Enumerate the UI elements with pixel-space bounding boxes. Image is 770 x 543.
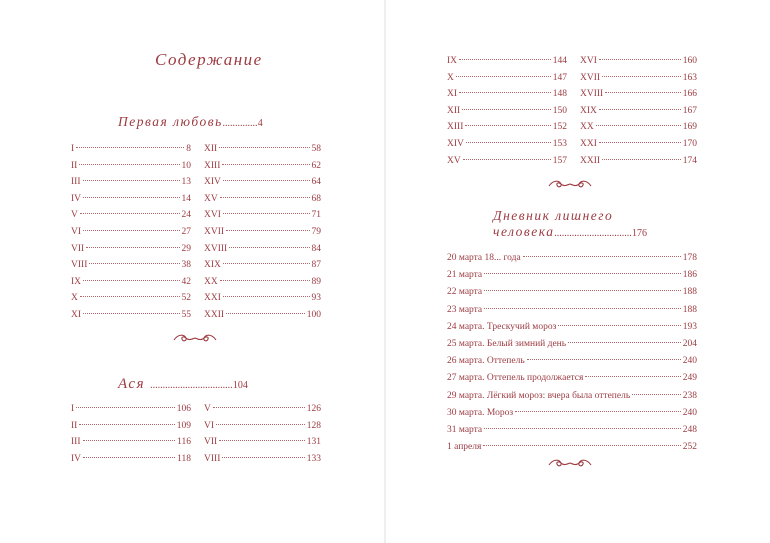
leader-dots <box>523 256 681 257</box>
entry-label: XIV <box>204 177 221 188</box>
entry-page: 38 <box>181 260 191 271</box>
leader-dots <box>76 407 175 408</box>
entry-page: 157 <box>552 155 567 166</box>
leader-dots <box>466 142 551 143</box>
toc-title: Содержание <box>155 50 263 69</box>
entry-label: X <box>71 293 78 304</box>
leader-dots <box>602 159 681 160</box>
entry-page: 188 <box>682 304 697 315</box>
entry-label: III <box>71 437 81 448</box>
leader-dots <box>83 440 176 441</box>
toc-entry[interactable] <box>447 405 697 422</box>
entry-label: III <box>71 177 81 188</box>
entry-label: VII <box>71 243 85 254</box>
asya-column-2 <box>204 401 321 467</box>
entry-label: 27 марта. Оттепель продолжается <box>447 373 584 384</box>
entry-page: 64 <box>311 177 321 188</box>
toc-entry[interactable] <box>447 370 697 387</box>
entry-page: 188 <box>682 287 697 298</box>
leader-dots <box>83 280 179 281</box>
section-asya-page: 104 <box>232 380 248 391</box>
entry-label: XI <box>71 309 82 320</box>
toc-entry[interactable] <box>204 274 321 291</box>
entry-page: 169 <box>682 122 697 133</box>
entry-page: 240 <box>682 356 697 367</box>
entry-label: IX <box>447 56 458 66</box>
entry-label: XIII <box>204 160 221 171</box>
section-diary-dots: ............................... <box>554 228 632 239</box>
entry-page: 79 <box>311 226 321 237</box>
entry-page: 10 <box>181 160 191 171</box>
leader-dots <box>76 147 184 148</box>
entry-page: 160 <box>682 56 697 66</box>
toc-entry[interactable] <box>71 290 191 307</box>
toc-entry[interactable] <box>580 70 697 87</box>
entry-label: V <box>204 404 211 414</box>
entry-label: XII <box>204 144 218 154</box>
toc-entry[interactable] <box>71 141 191 158</box>
entry-page: 71 <box>311 210 321 221</box>
leader-dots <box>605 92 681 93</box>
leader-dots <box>226 313 305 314</box>
entry-label: IX <box>71 276 82 287</box>
leader-dots <box>483 445 680 446</box>
entry-label: V <box>71 210 78 221</box>
entry-label: I <box>71 144 75 154</box>
entry-label: VI <box>204 420 215 431</box>
section-diary-title-line-2: человека <box>493 224 555 239</box>
toc-entry[interactable] <box>204 174 321 191</box>
entry-label: VIII <box>71 260 88 271</box>
leader-dots <box>515 411 681 412</box>
leader-dots <box>568 342 681 343</box>
entry-page: 186 <box>682 270 697 281</box>
entry-page: 240 <box>682 407 697 418</box>
entry-page: 144 <box>552 56 567 66</box>
toc-entry[interactable] <box>204 290 321 307</box>
toc-entry[interactable] <box>447 86 567 103</box>
entry-page: 193 <box>682 321 697 332</box>
entry-page: 14 <box>181 193 191 204</box>
toc-entry[interactable] <box>204 191 321 208</box>
asya-column-1 <box>71 401 191 467</box>
toc-entry[interactable] <box>447 284 697 301</box>
entry-page: 68 <box>311 193 321 204</box>
flourish-ornament-icon <box>547 456 593 470</box>
toc-entry[interactable] <box>447 153 567 170</box>
entry-label: IV <box>71 453 82 464</box>
toc-entry[interactable] <box>204 158 321 175</box>
toc-entry[interactable] <box>447 319 697 336</box>
toc-entry[interactable] <box>71 401 191 418</box>
section-diary-title-line-1: Дневник лишнего <box>493 208 614 223</box>
entry-page: 58 <box>311 144 321 154</box>
toc-entry[interactable] <box>447 302 697 319</box>
leader-dots <box>222 457 304 458</box>
entry-page: 167 <box>682 105 697 116</box>
flourish-ornament-icon <box>547 177 593 191</box>
toc-entry[interactable] <box>580 103 697 120</box>
entry-label: XVII <box>204 226 225 237</box>
leader-dots <box>79 164 179 165</box>
leader-dots <box>599 142 681 143</box>
section-asya-heading[interactable] <box>118 376 248 393</box>
leader-dots <box>465 125 550 126</box>
toc-entry[interactable] <box>580 136 697 153</box>
entry-page: 126 <box>306 404 321 414</box>
entry-label: XIV <box>447 138 464 149</box>
entry-page: 249 <box>682 373 697 384</box>
toc-entry[interactable] <box>71 307 191 324</box>
entry-page: 84 <box>311 243 321 254</box>
entry-page: 8 <box>186 144 191 154</box>
entry-label: XVIII <box>204 243 228 254</box>
leader-dots <box>86 247 179 248</box>
entry-label: XI <box>447 89 458 100</box>
leader-dots <box>558 325 680 326</box>
entry-label: II <box>71 420 78 431</box>
toc-entry[interactable] <box>447 53 567 70</box>
entry-page: 24 <box>181 210 191 221</box>
entry-label: IV <box>71 193 82 204</box>
entry-label: XXII <box>204 309 225 320</box>
toc-entry[interactable] <box>580 53 697 70</box>
entry-page: 128 <box>306 420 321 431</box>
entry-page: 248 <box>682 424 697 435</box>
entry-page: 52 <box>181 293 191 304</box>
toc-entry[interactable] <box>580 153 697 170</box>
entry-label: XIII <box>447 122 464 133</box>
entry-label: XXII <box>580 155 601 166</box>
leader-dots <box>596 125 681 126</box>
toc-entry[interactable] <box>71 174 191 191</box>
right-page <box>385 0 770 543</box>
leader-dots <box>223 180 310 181</box>
entry-page: 147 <box>552 72 567 83</box>
entry-page: 55 <box>181 309 191 320</box>
toc-entry[interactable] <box>71 158 191 175</box>
entry-label: 23 марта <box>447 304 483 315</box>
toc-entry[interactable] <box>204 307 321 324</box>
leader-dots <box>80 296 180 297</box>
toc-entry[interactable] <box>204 434 321 451</box>
toc-entry[interactable] <box>204 401 321 418</box>
toc-entry[interactable] <box>204 224 321 241</box>
toc-entry[interactable] <box>447 422 697 439</box>
toc-entry[interactable] <box>204 241 321 258</box>
first-love-column-4 <box>580 53 697 169</box>
entry-label: 31 марта <box>447 424 483 435</box>
leader-dots <box>459 92 551 93</box>
leader-dots <box>219 440 305 441</box>
section-first-love-dots: .............. <box>222 118 258 129</box>
entry-page: 170 <box>682 138 697 149</box>
entry-page: 89 <box>311 276 321 287</box>
leader-dots <box>585 376 680 377</box>
section-first-love-page: 4 <box>257 118 263 129</box>
leader-dots <box>83 197 179 198</box>
entry-page: 109 <box>176 420 191 431</box>
first-love-column-1 <box>71 141 191 324</box>
entry-page: 204 <box>682 338 697 349</box>
toc-entry[interactable] <box>71 257 191 274</box>
toc-entry[interactable] <box>447 353 697 370</box>
entry-label: II <box>71 160 78 171</box>
leader-dots <box>223 296 310 297</box>
section-first-love-title: Первая любовь <box>118 114 223 129</box>
toc-entry[interactable] <box>71 418 191 435</box>
leader-dots <box>83 313 179 314</box>
leader-dots <box>599 59 681 60</box>
toc-entry[interactable] <box>447 336 697 353</box>
entry-label: X <box>447 72 454 83</box>
leader-dots <box>632 394 681 395</box>
toc-entry[interactable] <box>447 136 567 153</box>
entry-page: 27 <box>181 226 191 237</box>
toc-entry[interactable] <box>580 119 697 136</box>
entry-label: 22 марта <box>447 287 483 298</box>
toc-entry[interactable] <box>204 141 321 158</box>
section-diary-heading[interactable] <box>493 208 647 240</box>
entry-label: 26 марта. Оттепель <box>447 356 525 367</box>
leader-dots <box>456 76 551 77</box>
section-asya-dots: ................................. <box>150 380 233 391</box>
entry-label: XXI <box>204 293 221 304</box>
toc-entry[interactable] <box>580 86 697 103</box>
leader-dots <box>484 290 681 291</box>
toc-entry[interactable] <box>71 274 191 291</box>
first-love-column-2 <box>204 141 321 324</box>
entry-page: 106 <box>176 404 191 414</box>
leader-dots <box>219 147 309 148</box>
toc-entry[interactable] <box>447 70 567 87</box>
entry-page: 153 <box>552 138 567 149</box>
leader-dots <box>484 308 681 309</box>
toc-entry[interactable] <box>71 207 191 224</box>
toc-entry[interactable] <box>204 451 321 468</box>
toc-entry[interactable] <box>447 119 567 136</box>
leader-dots <box>80 213 180 214</box>
entry-page: 252 <box>682 442 697 453</box>
entry-label: 20 марта 18... года <box>447 253 521 263</box>
leader-dots <box>484 273 681 274</box>
entry-page: 150 <box>552 105 567 116</box>
entry-label: XVI <box>580 56 597 66</box>
entry-page: 100 <box>306 309 321 320</box>
flourish-ornament-icon <box>172 331 218 345</box>
leader-dots <box>229 247 309 248</box>
entry-label: XVI <box>204 210 221 221</box>
entry-label: XV <box>447 155 461 166</box>
leader-dots <box>213 407 305 408</box>
entry-label: 30 марта. Мороз <box>447 407 514 418</box>
leader-dots <box>220 280 310 281</box>
entry-label: 1 апреля <box>447 442 482 453</box>
entry-page: 174 <box>682 155 697 166</box>
entry-label: XII <box>447 105 461 116</box>
leader-dots <box>462 109 551 110</box>
entry-label: XIX <box>204 260 221 271</box>
entry-label: XIX <box>580 105 597 116</box>
first-love-column-3 <box>447 53 567 169</box>
entry-label: VIII <box>204 453 221 464</box>
entry-label: 25 марта. Белый зимний день <box>447 338 567 349</box>
entry-page: 87 <box>311 260 321 271</box>
entry-page: 148 <box>552 89 567 100</box>
leader-dots <box>226 230 309 231</box>
entry-label: VI <box>71 226 82 237</box>
entry-page: 163 <box>682 72 697 83</box>
toc-entry[interactable] <box>204 207 321 224</box>
entry-page: 131 <box>306 437 321 448</box>
leader-dots <box>459 59 551 60</box>
entry-page: 13 <box>181 177 191 188</box>
leader-dots <box>79 424 174 425</box>
entry-page: 238 <box>682 390 697 401</box>
leader-dots <box>222 164 309 165</box>
leader-dots <box>216 424 305 425</box>
entry-page: 93 <box>311 293 321 304</box>
entry-label: 29 марта. Лёгкий мороз: вчера была оттепель <box>447 390 631 401</box>
leader-dots <box>83 180 180 181</box>
toc-entry[interactable] <box>447 267 697 284</box>
toc-entry[interactable] <box>71 451 191 468</box>
toc-entry[interactable] <box>204 418 321 435</box>
leader-dots <box>220 197 310 198</box>
leader-dots <box>89 263 179 264</box>
entry-page: 116 <box>177 437 191 448</box>
leader-dots <box>599 109 681 110</box>
leader-dots <box>602 76 681 77</box>
entry-label: XX <box>580 122 594 133</box>
leader-dots <box>463 159 551 160</box>
toc-entry[interactable] <box>71 191 191 208</box>
section-first-love-heading[interactable] <box>118 114 263 130</box>
entry-label: XXI <box>580 138 597 149</box>
toc-entry[interactable] <box>447 388 697 405</box>
toc-entry[interactable] <box>204 257 321 274</box>
toc-entry[interactable] <box>71 241 191 258</box>
entry-page: 118 <box>177 453 191 464</box>
entry-label: XVII <box>580 72 601 83</box>
entry-label: XX <box>204 276 218 287</box>
leader-dots <box>83 457 175 458</box>
toc-entry[interactable] <box>447 250 697 267</box>
toc-entry[interactable] <box>71 224 191 241</box>
entry-label: XV <box>204 193 218 204</box>
leader-dots <box>527 359 681 360</box>
leader-dots <box>223 213 310 214</box>
entry-page: 166 <box>682 89 697 100</box>
section-diary-page: 176 <box>631 228 647 239</box>
entry-label: XVIII <box>580 89 604 100</box>
entry-page: 152 <box>552 122 567 133</box>
toc-entry[interactable] <box>71 434 191 451</box>
leader-dots <box>223 263 310 264</box>
diary-entries <box>447 250 697 456</box>
entry-label: 24 марта. Трескучий мороз <box>447 321 557 332</box>
entry-page: 29 <box>181 243 191 254</box>
leader-dots <box>484 428 681 429</box>
leader-dots <box>83 230 179 231</box>
toc-entry[interactable] <box>447 103 567 120</box>
entry-label: 21 марта <box>447 270 483 281</box>
toc-entry[interactable] <box>447 439 697 456</box>
entry-page: 178 <box>682 253 697 263</box>
entry-label: VII <box>204 437 218 448</box>
entry-page: 62 <box>311 160 321 171</box>
section-asya-title: Ася <box>118 376 146 392</box>
entry-label: I <box>71 404 75 414</box>
entry-page: 133 <box>306 453 321 464</box>
entry-page: 42 <box>181 276 191 287</box>
